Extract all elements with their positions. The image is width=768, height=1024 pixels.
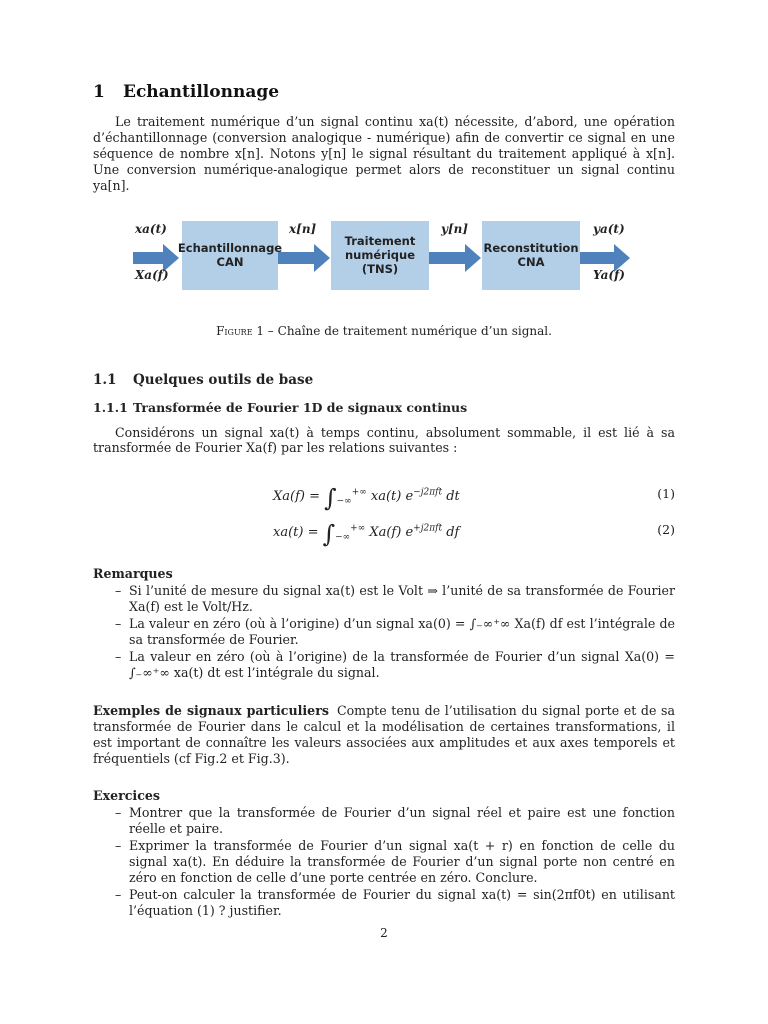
equation-1-exponent: −j2πft [413, 488, 443, 499]
equation-2-integrand: Xa(f) e [369, 525, 414, 541]
arrow-2 [429, 244, 481, 272]
figure-label: Figure 1 – [216, 323, 274, 338]
equation-2 [93, 514, 675, 550]
equation-2-differential: df [442, 525, 460, 541]
examples-paragraph [93, 703, 675, 767]
page-content [93, 82, 675, 920]
figure-caption [93, 324, 675, 338]
subsubsection-title [93, 400, 675, 415]
processing-chain-diagram [133, 218, 633, 298]
output-signal-time: ya(t) [593, 221, 625, 236]
equation-1 [93, 478, 675, 514]
exercise-item: – Peut-on calculer la transformée de Fourier du signal xa(t) = sin(2πf0t) en utilisant l’équation (1) ? justifier. [129, 887, 675, 919]
output-signal-freq: Ya(f) [593, 267, 625, 282]
equation-1-body: $Xa(f) = \int_{-\infty}^{+\infty}$ xa(t) $e^{-j2\pi ft}$ dt [273, 484, 460, 513]
section-title-text: Echantillonnage [123, 82, 280, 102]
remark-item: – Si l’unité de mesure du signal xa(t) est le Volt ⇒ l’unité de sa transformée de Fourier Xa(f) est le Volt/Hz. [129, 583, 675, 615]
equation-1-integrand: xa(t) e [370, 489, 414, 505]
exercise-item: – Exprimer la transformée de Fourier d’un signal xa(t + r) en fonction de celle du signal xa(t). En déduire la transformée de Fourier d’un signal porte non centré en zéro en fonction de celle d’une porte centrée en zéro. Conclure. [129, 838, 675, 886]
subsubsection-title-text: Transformée de Fourier 1D de signaux continus [133, 399, 468, 415]
exercises-title: Exercices [93, 788, 160, 804]
equation-2-number: (2) [657, 522, 675, 538]
examples-title: Exemples de signaux particuliers [93, 702, 329, 718]
fourier-intro: Considérons un signal xa(t) à temps continu, absolument sommable, il est lié à sa transformée de Fourier Xa(f) par les relations suivantes : [93, 424, 675, 456]
arrow-1 [278, 244, 330, 272]
equations [93, 478, 675, 550]
integral-sign: ∫ [324, 484, 337, 513]
figure-caption-text: Chaîne de traitement numérique d’un signal. [277, 323, 552, 338]
exercises-list [93, 805, 675, 918]
input-signal-freq: Xa(f) [135, 267, 169, 282]
equation-2-body: $xa(t) = \int_{-\infty}^{+\infty}$ Xa(f) $e^{+j2\pi ft}$ df [273, 520, 460, 549]
exercise-item: – Montrer que la transformée de Fourier d’un signal réel et paire est une fonction réelle et paire. [129, 805, 675, 837]
equation-2-lhs: xa(t) = [273, 525, 323, 541]
examples-text: Compte tenu de l’utilisation du signal porte et de sa transformée de Fourier dans le calcul et la modélisation de certaines transformations, il est important de connaître les valeurs associées aux amplitudes et aux axes temporels et fréquentiels (cf Fig.2 et Fig.3). [93, 702, 676, 766]
remarks-list [93, 583, 675, 680]
remark-item: – La valeur en zéro (où à l’origine) de la transformée de Fourier d’un signal Xa(0) = ∫₋∞⁺∞ xa(t) dt est l’intégrale du signal. [129, 649, 675, 681]
processing-box: Traitement numérique (TNS) [331, 221, 429, 290]
remark-item: – La valeur en zéro (où à l’origine) d’un signal xa(0) = ∫₋∞⁺∞ Xa(f) df est l’intégrale de sa transformée de Fourier. [129, 616, 675, 648]
processed-signal-label: y[n] [441, 221, 469, 236]
reconstruction-box: Reconstitution CNA [482, 221, 580, 290]
intro-paragraph: Le traitement numérique d’un signal continu xa(t) nécessite, d’abord, une opération d’échantillonnage (conversion analogique - numérique) afin de convertir ce signal en une séquence de nombre x[n]. Notons y[n] le signal résultant du traitement appliqué à x[n]. Une conversion numérique-analogique permet alors de reconstituer un signal continu ya[n]. [93, 114, 675, 193]
subsection-number: 1.1 [93, 371, 117, 388]
sampled-signal-label: x[n] [289, 221, 317, 236]
subsection-title [93, 372, 675, 388]
equation-2-exponent: +j2πft [413, 524, 443, 535]
section-number: 1 [93, 82, 105, 102]
subsubsection-number: 1.1.1 [93, 399, 128, 415]
equation-1-lhs: Xa(f) = [273, 489, 325, 505]
remarks-title: Remarques [93, 566, 173, 582]
page-number: 2 [380, 926, 388, 940]
equation-1-number: (1) [657, 486, 675, 502]
subsection-title-text: Quelques outils de base [133, 371, 314, 388]
section-title [93, 82, 675, 102]
equation-1-differential: dt [442, 489, 460, 505]
input-signal-time: xa(t) [135, 221, 167, 236]
sampling-box: Echantillonnage CAN [182, 221, 278, 290]
integral-sign: ∫ [322, 520, 336, 549]
